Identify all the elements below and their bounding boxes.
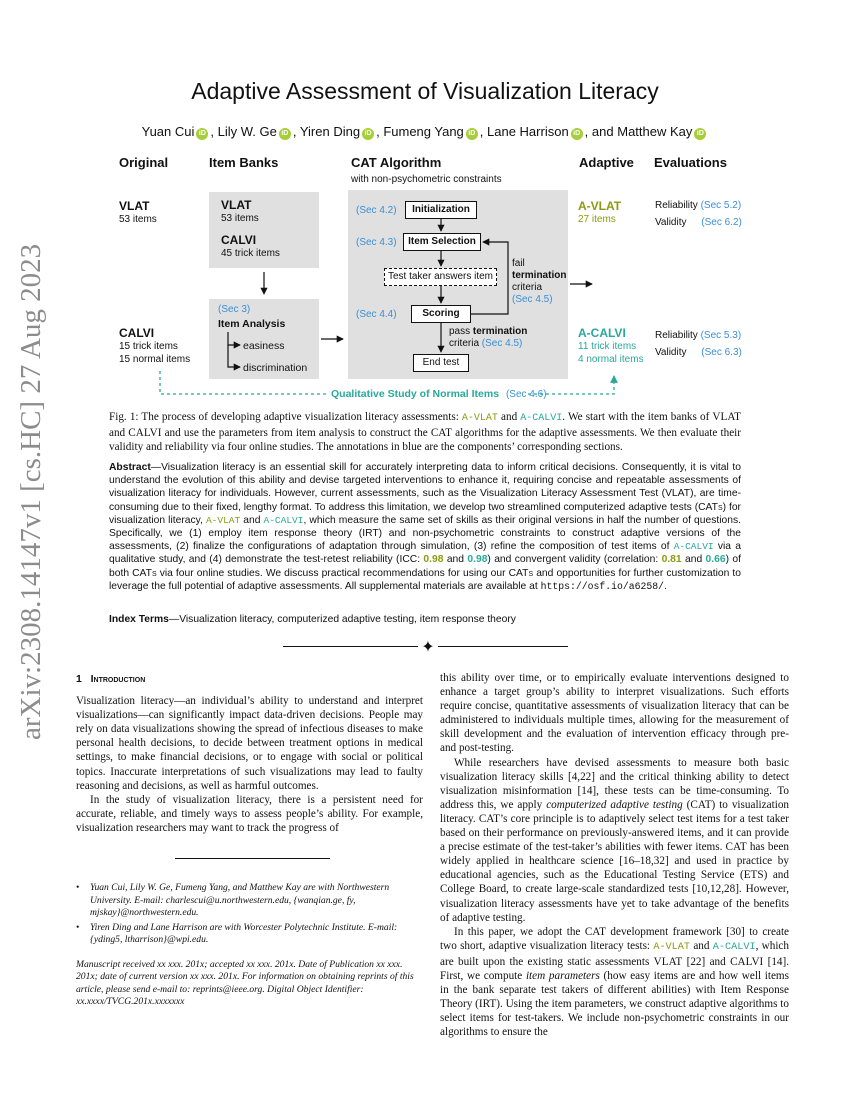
eval-label: Validity [655, 347, 687, 358]
eval-reliability-2 [655, 330, 741, 341]
body-emphasis: computerized adaptive testing [546, 798, 683, 811]
orcid-icon[interactable]: iD [279, 128, 291, 140]
index-terms-text: —Visualization literacy, computerized adaptive testing, item response theory [168, 614, 516, 625]
author-conjunction: and [591, 124, 614, 139]
header-cat-algorithm: CAT Algorithm [351, 155, 442, 170]
figure-caption [109, 410, 741, 454]
body-acronym: CAT [725, 841, 747, 854]
author-name: Yiren Ding [299, 124, 361, 139]
abstract-text: . [664, 580, 667, 592]
fail-termination-label [512, 258, 566, 306]
sec-item-selection[interactable]: (Sec 4.3) [356, 237, 397, 248]
abstract-text: ) and non-psychometric constraints to construct adaptive versions of the assessments, (2) finalize the configurations of adaptation through simulation, (3) refine the composition of test items of [109, 528, 741, 553]
abstract-acalvi: A-CALVI [263, 514, 304, 526]
eval-sec[interactable]: (Sec 6.3) [701, 347, 742, 358]
avlat-name: A-VLAT [578, 199, 622, 213]
sec-pass[interactable]: (Sec 4.5) [481, 338, 523, 349]
left-column [76, 672, 423, 835]
caption-avlat: A-VLAT [461, 413, 498, 424]
abstract-irt: IRT [362, 528, 379, 540]
section-heading-introduction [76, 672, 423, 686]
bank-calvi-name: CALVI [221, 233, 257, 247]
body-acalvi: A-CALVI [712, 941, 756, 953]
arxiv-stamp: arXiv:2308.14147v1 [cs.HC] 27 Aug 2023 [15, 243, 47, 740]
body-text: ) and College Board, to create large-scale standardized tests [10,12,28]. However, visualization literacy assessments have yet to take advantage of the benefits of adaptive testing. [440, 869, 789, 924]
item-analysis-discrimination: discrimination [243, 362, 308, 374]
body-paragraph [440, 925, 789, 1040]
abstract-text: and [446, 554, 465, 566]
header-cat-subtitle: with non-psychometric constraints [351, 174, 502, 185]
orcid-icon[interactable]: iD [571, 128, 583, 140]
fail-label: fail [512, 258, 525, 269]
original-calvi [119, 327, 190, 366]
orcid-icon[interactable]: iD [362, 128, 374, 140]
abstract-avlat: A-VLAT [205, 514, 241, 526]
body-text: ’s core principle is to adaptively select test items for a test taker based on their performance on previously-answered items, and it can provide a precise estimate of the test-taker’s abilities with fewer items. [440, 812, 789, 854]
caption-text: algorithms for the adaptive assessments. We then evaluate their validity and reliability via four online studies. The annotations in blue are the components’ corresponding sections. [109, 427, 742, 453]
abstract-vlat: VLAT [665, 488, 691, 500]
body-acronym: CALVI [730, 955, 764, 968]
body-text: ) to visualization literacy. [440, 798, 790, 825]
body-text: and [693, 939, 710, 952]
caption-text: Fig. 1: The process of developing adaptive visualization literacy assessments: [109, 411, 459, 423]
eval-reliability-1 [655, 200, 741, 211]
abstract-text: —Visualization literacy is an essential skill for accurately interpreting data to inform critical decisions. Consequently, it is vital to understand the evolution of this ability and devise targeted interventions to enhance it, requiring concise and repeatable assessments of visualization literacy for individuals. However, current assessments, such as the Visualization Literacy Assessment Test ( [109, 462, 741, 500]
right-column [440, 671, 789, 1039]
abstract-text: and [243, 514, 261, 526]
section-number: 1 [76, 673, 82, 685]
body-text: ). Using the item parameters, we construct adaptive algorithms to select items for test-takers. We include non-psychometric constraints in our algorithms to ensure the [440, 998, 789, 1039]
abstract-text: and [684, 554, 703, 566]
item-analysis-sec[interactable]: (Sec 3) [218, 304, 251, 315]
body-acronym: ETS [743, 869, 764, 882]
abstract-cats: CATs [132, 567, 157, 579]
body-text: While researchers have devised assessments to measure both basic visualization literacy skills [4,22] and the critical thinking ability to detect visualization misinformation [14], these tests can be time-consuming. To address this, we apply [440, 756, 789, 811]
bullet-icon: • [76, 882, 80, 893]
orcid-icon[interactable]: iD [694, 128, 706, 140]
body-acronym: CAT [584, 925, 606, 938]
bank-vlat-name: VLAT [221, 198, 252, 212]
adaptive-acalvi [578, 327, 644, 366]
header-adaptive: Adaptive [579, 155, 634, 170]
section-divider [283, 646, 418, 647]
test-taker-box: Test taker answers item [384, 268, 497, 286]
calvi-normal: 15 normal items [119, 354, 191, 365]
abstract-text: : [417, 554, 421, 566]
osf-link[interactable]: https://osf.io/a6258/ [540, 580, 665, 592]
author-name: Yuan Cui [141, 124, 195, 139]
body-text: development framework [30] to create two short, adaptive visualization literacy tests: [440, 925, 790, 952]
caption-calvi: CALVI [128, 427, 162, 439]
qualitative-study-label [328, 388, 550, 400]
body-text: [14]. First, we compute [440, 955, 790, 982]
body-emphasis: item parameters [525, 969, 600, 982]
footnotes [76, 882, 423, 1009]
abstract-acalvi: A-CALVI [673, 541, 714, 553]
sec-scoring[interactable]: (Sec 4.4) [356, 309, 397, 320]
orcid-icon[interactable]: iD [466, 128, 478, 140]
abstract-text: via a qualitative study, and (4) demonstrate the test-retest reliability ( [109, 541, 741, 566]
eval-label: Validity [655, 217, 687, 228]
footnote-item [76, 922, 423, 947]
figure-1 [0, 0, 850, 400]
caption-vlat: VLAT [712, 411, 741, 423]
footnote-text: Yuan Cui, Lily W. Ge, Fumeng Yang, and Matthew Kay are with Northwestern University. E-mail: charlescui@u.northwestern.edu, {wanqian.ge, fy, mjskay}@northwestern.edu. [90, 882, 390, 918]
caption-text: and [109, 427, 126, 439]
abstract-text: ) and convergent validity (correlation: [487, 554, 659, 566]
fail-criteria: criteria [512, 282, 543, 293]
section-title: Introduction [90, 673, 146, 685]
body-text: ( [686, 798, 691, 811]
sec-fail[interactable]: (Sec 4.5) [512, 294, 553, 305]
abstract-text: , which measure the same set of skills as their original versions in half the number of questions. Specifically, we (1) employ item response theory ( [109, 514, 741, 540]
paper-title: Adaptive Assessment of Visualization Literacy [191, 78, 659, 104]
item-analysis-title: Item Analysis [218, 318, 286, 330]
scoring-box: Scoring [411, 305, 471, 323]
initialization-box: Initialization [405, 201, 477, 219]
eval-sec[interactable]: (Sec 5.2) [700, 200, 742, 211]
abstract-value: 0.66 [705, 554, 726, 566]
abstract-value: 0.98 [467, 554, 488, 566]
caption-text: and use the parameters from item analysis to construct the [164, 427, 428, 439]
pass-termination-label [449, 326, 527, 350]
body-text: [22] and [686, 955, 726, 968]
body-avlat: A-VLAT [653, 941, 691, 953]
item-selection-box: Item Selection [403, 233, 481, 251]
calvi-name: CALVI [119, 326, 155, 340]
header-item-banks: Item Banks [209, 155, 279, 170]
author-name: Lane Harrison [487, 124, 569, 139]
footnote-text: Yiren Ding and Lane Harrison are with Worcester Polytechnic Institute. E-mail: {yding5, ltharrison}@wpi.edu. [90, 921, 398, 945]
body-text: (how easy items are and how well items in the bank separate test takers of different abilities) with Item Response Theory ( [440, 969, 789, 1011]
sec-initialization[interactable]: (Sec 4.2) [356, 205, 397, 216]
eval-validity-1 [655, 217, 742, 228]
abstract-cats: CATs [508, 567, 534, 579]
abstract-text: ), are time-consuming due to their fixed, lengthy format. To address this limitation, we develop two streamlined computerized adaptive tests ( [109, 488, 742, 513]
item-analysis-easiness: easiness [243, 340, 285, 352]
vlat-name: VLAT [119, 199, 150, 213]
section-divider [438, 646, 568, 647]
abstract-text: ) of both [109, 554, 741, 579]
body-text: In this paper, we adopt the [454, 925, 581, 938]
qualitative-label: Qualitative Study of Normal Items [331, 388, 500, 400]
manuscript-info: Manuscript received xx xxx. 201x; accepted xx xxx. 201x. Date of Publication xx xxx. 201x; date of current version xx xxx. 201x. For information on obtaining reprints of this article, please send e-mail to: reprints@ieee.org. Digital Object Identifier: xx.xxxx/TVCG.201x.xxxxxxx [76, 958, 414, 1007]
eval-validity-2 [655, 347, 742, 358]
header-evaluations: Evaluations [654, 155, 727, 170]
header-original: Original [119, 155, 169, 170]
body-acronym: IRT [478, 998, 497, 1011]
qualitative-sec[interactable]: (Sec 4.6) [505, 389, 547, 400]
body-acronym: CAT [690, 798, 712, 811]
caption-acalvi: A-CALVI [520, 413, 563, 424]
caption-text: . We start with the item banks of [562, 411, 710, 423]
bank-calvi [221, 234, 280, 260]
pass-termination: termination [472, 326, 528, 337]
abstract-text: and opportunities for further customization to leverage the full potential of adaptive assessments. All supplemental materials are available at [109, 567, 741, 592]
eval-label: Reliability [655, 200, 698, 211]
pass-criteria: criteria [449, 338, 480, 349]
author-list: Yuan Cui iD , Lily W. Ge iD , Yiren Ding iD , Fumeng Yang iD , Lane Harrison iD , and Matthew Kay iD [0, 124, 850, 140]
body-paragraph [440, 756, 789, 925]
eval-label: Reliability [655, 330, 698, 341]
bullet-icon: • [76, 921, 80, 933]
eval-sec[interactable]: (Sec 6.2) [701, 217, 742, 228]
abstract-icc: ICC [399, 554, 418, 566]
adaptive-avlat [578, 200, 621, 226]
abstract [109, 461, 741, 593]
body-text: , which are built upon the existing static assessments [440, 939, 789, 968]
fail-termination: termination [512, 270, 567, 281]
abstract-cats: CATs [698, 501, 723, 513]
intro-paragraph: In the study of visualization literacy, there is a persistent need for accurate, reliable, and timely ways to assess people’s ability. For example, visualization researchers may want to track the progress of [76, 793, 423, 834]
bank-calvi-items: 45 trick items [221, 248, 280, 259]
acalvi-trick: 11 trick items [578, 341, 637, 352]
abstract-value: 0.81 [661, 554, 682, 566]
abstract-text: via four online studies. We discuss practical recommendations for using our [159, 567, 506, 579]
author-name: Lily W. Ge [217, 124, 277, 139]
orcid-icon[interactable]: iD [196, 128, 208, 140]
divider-ornament-icon: ✦ [421, 639, 435, 656]
acalvi-normal: 4 normal items [578, 354, 644, 365]
original-vlat [119, 200, 157, 226]
avlat-items: 27 items [578, 214, 616, 225]
footnote-item [76, 882, 423, 920]
footnote-rule [175, 858, 330, 859]
eval-sec[interactable]: (Sec 5.3) [700, 330, 742, 341]
calvi-trick: 15 trick items [119, 341, 178, 352]
bank-vlat-items: 53 items [221, 213, 259, 224]
caption-cat: CAT [430, 427, 452, 439]
acalvi-name: A-CALVI [578, 326, 626, 340]
end-test-box: End test [413, 354, 469, 372]
index-terms-label: Index Terms [109, 614, 169, 625]
body-acronym: CAT [478, 812, 500, 825]
pass-label: pass [449, 326, 471, 337]
abstract-label: Abstract [109, 462, 151, 473]
author-name: Fumeng Yang [383, 124, 464, 139]
body-text: has been widely applied in healthcare science [16–18,32] and used in practice by educational agencies, such as the Educational Testing Service ( [440, 841, 789, 882]
abstract-value: 0.98 [423, 554, 444, 566]
author-name: Matthew Kay [617, 124, 693, 139]
body-acronym: VLAT [653, 955, 683, 968]
abstract-text: ) for visualization literacy, [109, 501, 741, 526]
intro-paragraph: Visualization literacy—an individual’s ability to understand and interpret visualizations—can significantly impact data-driven decisions. People may rely on data visualizations showing the spread of infectious diseases to make personal health decisions, to decide between treatment options in medical settings, to make financial decisions, or to engage with social or political topics. Inaccurate interpretations of such visualizations may lead to faulty reasoning and decisions, as well as harmful outcomes. [76, 695, 423, 792]
caption-text: and [501, 411, 518, 423]
bank-vlat [221, 199, 259, 225]
body-paragraph: this ability over time, or to empirically evaluate interventions designed to enhance a target group’s ability to interpret visualizations. Such efforts require concise, quantitative assessments of visualization literacy that can be administered to individuals multiple times, allowing for the measurement of skill development and the evaluation of intervention efficacy through pre- and post-testing. [440, 672, 789, 755]
index-terms [109, 613, 741, 626]
vlat-items: 53 items [119, 214, 157, 225]
